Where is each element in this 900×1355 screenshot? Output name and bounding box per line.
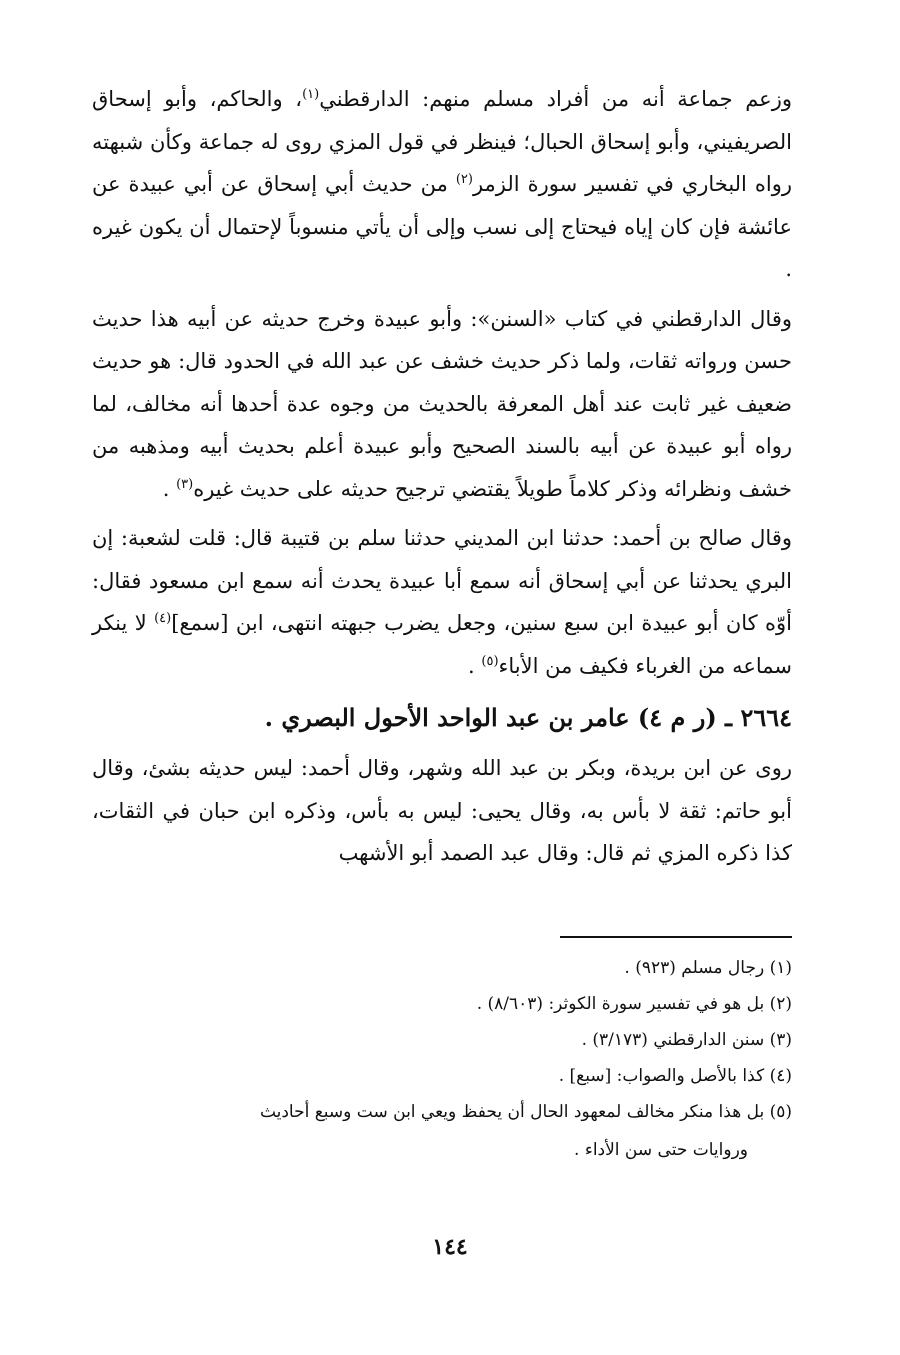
footnote-ref-5[interactable]: (٥) xyxy=(481,653,499,669)
paragraph-1: وزعم جماعة أنه من أفراد مسلم منهم: الدارقطني$^{(١)}$، والحاكم، وأبو إسحاق الصريفيني، وأبو إسحاق الحبال؛ فينظر في قول المزي روى له جماعة وكأن شبهته رواه البخاري في تفسير سورة الزمر$^{(٢)}$ من حديث أبي إسحاق عن أبي عبيدة عن عائشة فإن كان إياه فيحتاج إلى نسب وإلى أن يأتي منسوباً لإحتمال أن يكون غيره . xyxy=(92,87,792,281)
footnote-ref-2[interactable]: (٢) xyxy=(455,172,473,187)
paragraph-4: روى عن ابن بريدة، وبكر بن عبد الله وشهر، وقال أحمد: ليس حديثه بشئ، وقال أبو حاتم: ثقة لا بأس به، وقال يحيى: ليس به بأس، وذكره ابن حبان في الثقات، كذا ذكره المزي ثم قال: وقال عبد الصمد أبو الأشهب xyxy=(92,756,792,865)
footnotes xyxy=(92,950,792,1168)
footnote-5-continued: وروايات حتى سن الأداء . xyxy=(574,1140,748,1160)
footnote-1: (١) رجال مسلم (٩٢٣) . xyxy=(624,958,792,978)
page-number: ١٤٤ xyxy=(432,1234,468,1260)
entry-heading: ٢٦٦٤ ـ (ر م ٤) عامر بن عبد الواحد الأحول البصري . xyxy=(264,703,792,732)
footnote-divider xyxy=(560,936,792,938)
footnote-2: (٢) بل هو في تفسير سورة الكوثر: (٨/٦٠٣) . xyxy=(476,994,792,1014)
footnote-4: (٤) كذا بالأصل والصواب: [سبع] . xyxy=(558,1066,792,1086)
footnote-ref-3[interactable]: (٣) xyxy=(176,476,194,492)
main-text xyxy=(92,78,792,875)
footnote-ref-1[interactable]: (١) xyxy=(302,87,320,102)
paragraph-2: وقال الدارقطني في كتاب «السنن»: وأبو عبيدة وخرج حديثه عن أبيه هذا حديث حسن ورواته ثقات، ولما ذكر حديث خشف عن عبد الله في الحدود قال: هو حديث ضعيف غير ثابت عند أهل المعرفة بالحديث من وجوه عدة أحدها أنه مخالف، لما رواه أبو عبيدة عن أبيه بالسند الصحيح وأبو عبيدة أعلم بحديث أبيه ومذهبه من خشف ونظرائه وذكر كلاماً طويلاً يقتضي ترجيح حديثه على حديث غيره$^{(٣)}$ . xyxy=(92,306,792,501)
footnote-3: (٣) سنن الدارقطني (٣/١٧٣) . xyxy=(581,1030,792,1050)
footnote-ref-4[interactable]: (٤) xyxy=(154,611,172,626)
footnote-5: (٥) بل هذا منكر مخالف لمعهود الحال أن يحفظ ويعي ابن ست وسبع أحاديث xyxy=(259,1102,792,1122)
paragraph-3: وقال صالح بن أحمد: حدثنا ابن المديني حدثنا سلم بن قتيبة قال: قلت لشعبة: إن البري يحدثنا عن أبي إسحاق أنه سمع أبا عبيدة يحدث أنه سمع ابن مسعود فقال: أوّه كان أبو عبيدة ابن سبع سنين، وجعل يضرب جبهته انتهى، ابن [سمع]$^{(٤)}$ لا ينكر سماعه من الغرباء فكيف من الأباء$^{(٥)}$ . xyxy=(92,526,792,678)
